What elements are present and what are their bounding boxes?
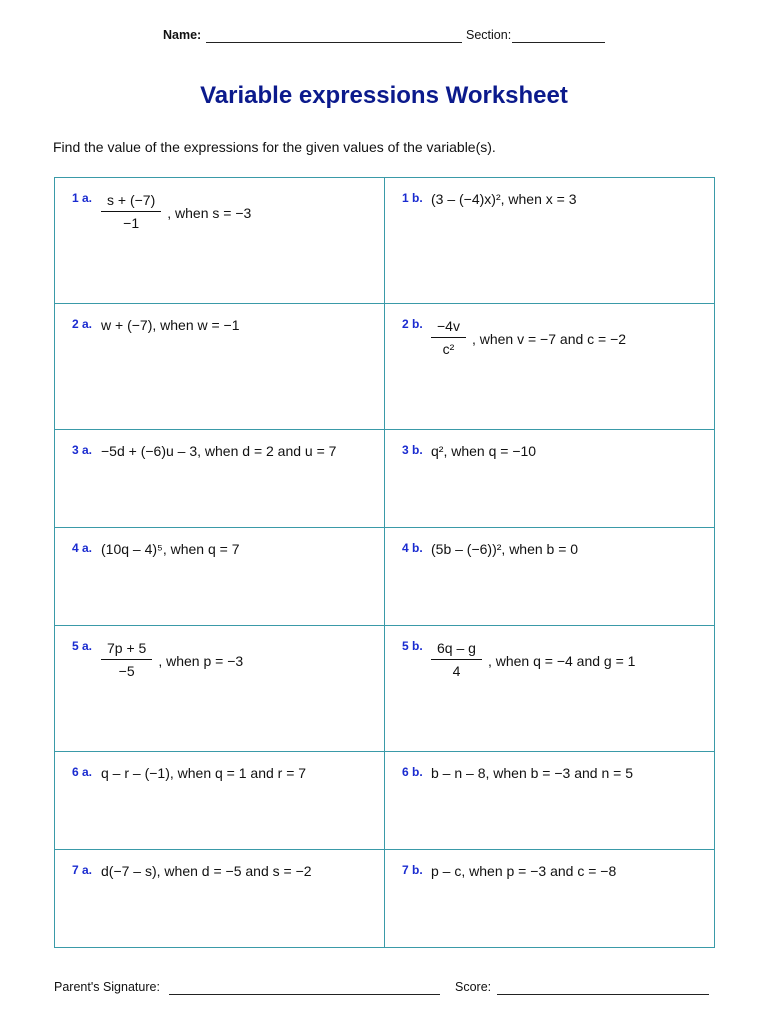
problem-number: 7 b. — [402, 863, 423, 877]
problem-cell — [385, 304, 714, 430]
problem-number: 3 a. — [72, 443, 93, 457]
problem-cell — [385, 178, 714, 304]
problem-cell — [55, 626, 385, 752]
problem-number: 1 a. — [72, 191, 93, 205]
numerator: −4v — [431, 318, 466, 338]
section-field[interactable] — [512, 42, 605, 43]
instructions: Find the value of the expressions for the given values of the variable(s). — [53, 139, 496, 155]
condition: , when p = −3 — [158, 652, 244, 669]
problem-number: 4 a. — [72, 541, 93, 555]
condition: , when v = −7 and c = −2 — [471, 330, 627, 347]
worksheet-title: Variable expressions Worksheet — [200, 82, 568, 109]
section-label: Section: — [466, 28, 512, 42]
problem-cell — [55, 752, 385, 850]
problem-cell — [385, 430, 714, 528]
problem-number: 6 a. — [72, 765, 93, 779]
expression: q – r – (−1), when q = 1 and r = 7 — [101, 765, 307, 781]
condition: , when q = −4 and g = 1 — [487, 652, 636, 669]
problem-cell — [55, 430, 385, 528]
expression: (10q – 4)⁵, when q = 7 — [101, 541, 240, 557]
denominator: 4 — [452, 663, 461, 679]
problem-cell — [385, 752, 714, 850]
problem-grid — [54, 177, 715, 948]
fraction-expression — [101, 640, 243, 679]
expression: w + (−7), when w = −1 — [101, 317, 240, 333]
name-label: Name: — [163, 28, 202, 42]
parent-signature-label: Parent's Signature: — [54, 980, 160, 994]
condition: , when s = −3 — [167, 204, 252, 221]
problem-number: 6 b. — [402, 765, 423, 779]
problem-number: 5 a. — [72, 639, 93, 653]
problem-number: 2 a. — [72, 317, 93, 331]
problem-number: 7 a. — [72, 863, 93, 877]
denominator: −5 — [118, 663, 135, 679]
problem-cell — [55, 528, 385, 626]
expression: p – c, when p = −3 and c = −8 — [431, 863, 617, 879]
expression: (3 – (−4)x)², when x = 3 — [431, 191, 577, 207]
problem-number: 5 b. — [402, 639, 423, 653]
parent-signature-field[interactable] — [169, 994, 440, 995]
expression: d(−7 – s), when d = −5 and s = −2 — [101, 863, 312, 879]
expression: q², when q = −10 — [431, 443, 537, 459]
expression: −5d + (−6)u – 3, when d = 2 and u = 7 — [101, 443, 337, 459]
problem-cell — [385, 528, 714, 626]
problem-cell — [385, 850, 714, 947]
score-field[interactable] — [497, 994, 709, 995]
fraction-expression — [101, 192, 251, 231]
denominator: −1 — [123, 215, 140, 231]
denominator: c² — [442, 341, 455, 357]
problem-number: 4 b. — [402, 541, 423, 555]
name-field[interactable] — [206, 42, 462, 43]
problem-number: 2 b. — [402, 317, 423, 331]
problem-number: 3 b. — [402, 443, 423, 457]
problem-cell — [55, 850, 385, 947]
numerator: 7p + 5 — [101, 640, 152, 660]
problem-cell — [55, 178, 385, 304]
fraction-expression — [431, 318, 626, 357]
problem-cell — [385, 626, 714, 752]
problem-cell — [55, 304, 385, 430]
score-label: Score: — [455, 980, 492, 994]
fraction-expression — [431, 640, 635, 679]
expression: b – n – 8, when b = −3 and n = 5 — [431, 765, 633, 781]
expression: (5b – (−6))², when b = 0 — [431, 541, 579, 557]
problem-number: 1 b. — [402, 191, 423, 205]
numerator: s + (−7) — [101, 192, 161, 212]
numerator: 6q – g — [431, 640, 482, 660]
